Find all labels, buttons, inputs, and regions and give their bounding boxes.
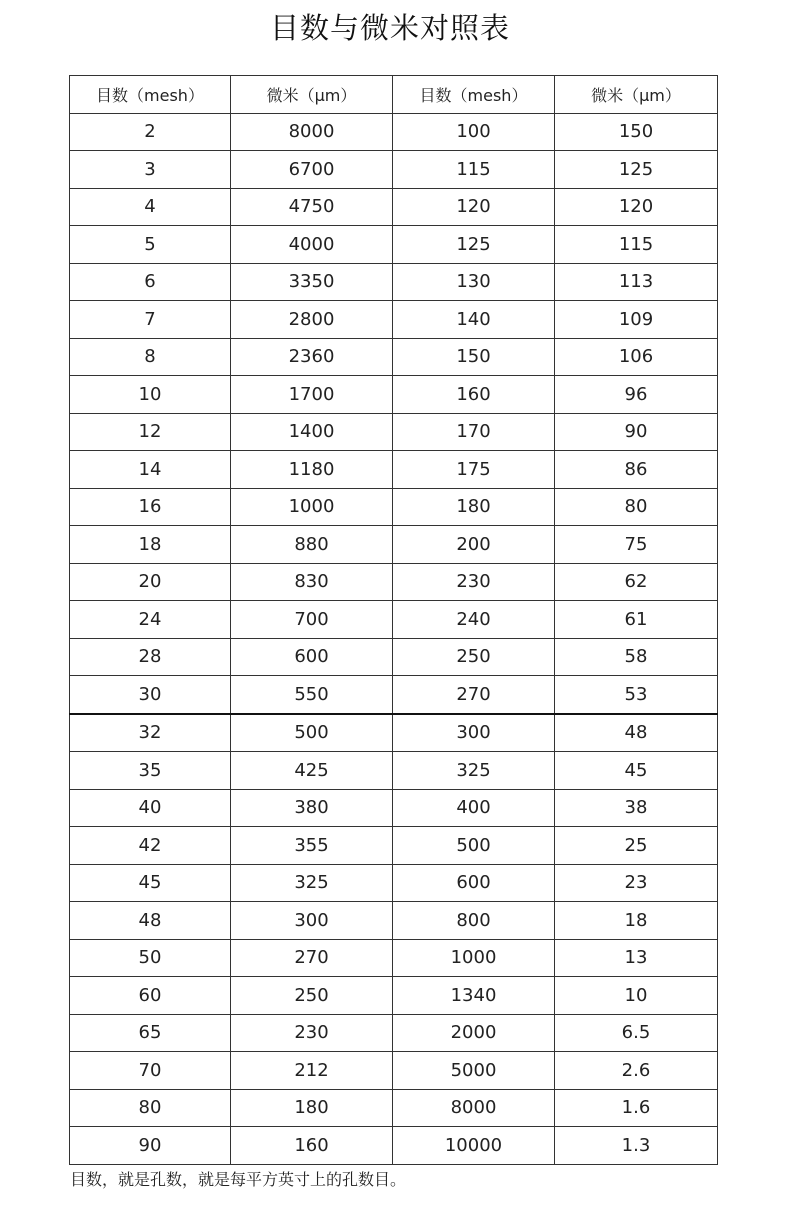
mesh-right-cell: 325 (393, 752, 555, 790)
footnote: 目数，就是孔数，就是每平方英寸上的孔数目。 (70, 1170, 407, 1189)
mesh-left-cell: 24 (70, 601, 231, 639)
micron-left-cell: 325 (231, 864, 393, 902)
mesh-left-cell: 45 (70, 864, 231, 902)
page-title: 目数与微米对照表 (269, 11, 510, 45)
mesh-left-cell: 14 (70, 451, 231, 489)
micron-right-cell: 53 (555, 676, 718, 714)
mesh-right-cell: 600 (393, 864, 555, 902)
table-row (70, 563, 718, 601)
mesh-right-cell: 125 (393, 226, 555, 264)
micron-right-cell: 1.6 (555, 1089, 718, 1127)
header-mesh-left: 目数（mesh） (70, 76, 231, 114)
mesh-right-cell: 130 (393, 263, 555, 301)
micron-right-cell: 25 (555, 827, 718, 865)
mesh-right-cell: 300 (393, 714, 555, 752)
mesh-micron-table (69, 75, 718, 1165)
micron-left-cell: 212 (231, 1052, 393, 1090)
mesh-left-cell: 4 (70, 188, 231, 226)
mesh-left-cell: 7 (70, 301, 231, 339)
table-row (70, 676, 718, 714)
micron-right-cell: 58 (555, 638, 718, 676)
table-header-row (70, 76, 718, 114)
mesh-right-cell: 800 (393, 902, 555, 940)
micron-left-cell: 1400 (231, 413, 393, 451)
table-row (70, 338, 718, 376)
micron-right-cell: 90 (555, 413, 718, 451)
table-row (70, 977, 718, 1015)
table-row (70, 1014, 718, 1052)
micron-left-cell: 355 (231, 827, 393, 865)
mesh-left-cell: 90 (70, 1127, 231, 1165)
mesh-right-cell: 250 (393, 638, 555, 676)
micron-right-cell: 150 (555, 113, 718, 151)
table-row (70, 1089, 718, 1127)
micron-left-cell: 880 (231, 526, 393, 564)
mesh-right-cell: 500 (393, 827, 555, 865)
micron-right-cell: 10 (555, 977, 718, 1015)
mesh-right-cell: 240 (393, 601, 555, 639)
table-row (70, 827, 718, 865)
micron-left-cell: 550 (231, 676, 393, 714)
micron-right-cell: 6.5 (555, 1014, 718, 1052)
header-mesh-right: 目数（mesh） (393, 76, 555, 114)
micron-right-cell: 62 (555, 563, 718, 601)
micron-right-cell: 113 (555, 263, 718, 301)
micron-left-cell: 6700 (231, 151, 393, 189)
header-micron-right: 微米（μm） (555, 76, 718, 114)
mesh-left-cell: 12 (70, 413, 231, 451)
micron-left-cell: 300 (231, 902, 393, 940)
table-row (70, 188, 718, 226)
mesh-right-cell: 120 (393, 188, 555, 226)
micron-right-cell: 2.6 (555, 1052, 718, 1090)
table-row (70, 601, 718, 639)
mesh-left-cell: 2 (70, 113, 231, 151)
mesh-left-cell: 65 (70, 1014, 231, 1052)
micron-right-cell: 1.3 (555, 1127, 718, 1165)
mesh-left-cell: 18 (70, 526, 231, 564)
mesh-right-cell: 400 (393, 789, 555, 827)
mesh-right-cell: 10000 (393, 1127, 555, 1165)
mesh-left-cell: 50 (70, 939, 231, 977)
mesh-right-cell: 5000 (393, 1052, 555, 1090)
micron-left-cell: 700 (231, 601, 393, 639)
table-row (70, 526, 718, 564)
mesh-left-cell: 30 (70, 676, 231, 714)
micron-left-cell: 380 (231, 789, 393, 827)
micron-left-cell: 160 (231, 1127, 393, 1165)
micron-right-cell: 106 (555, 338, 718, 376)
micron-left-cell: 3350 (231, 263, 393, 301)
micron-left-cell: 270 (231, 939, 393, 977)
micron-right-cell: 120 (555, 188, 718, 226)
table-row (70, 1052, 718, 1090)
micron-left-cell: 1000 (231, 488, 393, 526)
micron-right-cell: 109 (555, 301, 718, 339)
micron-right-cell: 38 (555, 789, 718, 827)
mesh-left-cell: 80 (70, 1089, 231, 1127)
mesh-right-cell: 270 (393, 676, 555, 714)
micron-left-cell: 180 (231, 1089, 393, 1127)
micron-right-cell: 18 (555, 902, 718, 940)
table-row (70, 864, 718, 902)
micron-left-cell: 2800 (231, 301, 393, 339)
table-row (70, 376, 718, 414)
micron-left-cell: 4000 (231, 226, 393, 264)
mesh-left-cell: 48 (70, 902, 231, 940)
mesh-left-cell: 60 (70, 977, 231, 1015)
mesh-right-cell: 115 (393, 151, 555, 189)
table-row (70, 113, 718, 151)
micron-right-cell: 96 (555, 376, 718, 414)
mesh-left-cell: 70 (70, 1052, 231, 1090)
mesh-left-cell: 42 (70, 827, 231, 865)
mesh-right-cell: 140 (393, 301, 555, 339)
table-row (70, 789, 718, 827)
table-row (70, 752, 718, 790)
micron-left-cell: 250 (231, 977, 393, 1015)
table-row (70, 638, 718, 676)
mesh-right-cell: 1340 (393, 977, 555, 1015)
micron-right-cell: 61 (555, 601, 718, 639)
micron-right-cell: 80 (555, 488, 718, 526)
mesh-left-cell: 10 (70, 376, 231, 414)
mesh-left-cell: 16 (70, 488, 231, 526)
table-row (70, 301, 718, 339)
mesh-right-cell: 100 (393, 113, 555, 151)
mesh-left-cell: 20 (70, 563, 231, 601)
mesh-right-cell: 170 (393, 413, 555, 451)
micron-right-cell: 13 (555, 939, 718, 977)
mesh-right-cell: 160 (393, 376, 555, 414)
table-body (70, 113, 718, 1164)
table-row (70, 451, 718, 489)
mesh-left-cell: 32 (70, 714, 231, 752)
table-row (70, 939, 718, 977)
micron-left-cell: 4750 (231, 188, 393, 226)
table-row (70, 1127, 718, 1165)
micron-left-cell: 500 (231, 714, 393, 752)
table-row (70, 263, 718, 301)
mesh-right-cell: 180 (393, 488, 555, 526)
mesh-left-cell: 5 (70, 226, 231, 264)
mesh-right-cell: 230 (393, 563, 555, 601)
micron-right-cell: 45 (555, 752, 718, 790)
micron-left-cell: 230 (231, 1014, 393, 1052)
micron-left-cell: 600 (231, 638, 393, 676)
micron-left-cell: 8000 (231, 113, 393, 151)
micron-right-cell: 48 (555, 714, 718, 752)
mesh-left-cell: 40 (70, 789, 231, 827)
micron-right-cell: 23 (555, 864, 718, 902)
micron-right-cell: 115 (555, 226, 718, 264)
micron-left-cell: 2360 (231, 338, 393, 376)
micron-right-cell: 125 (555, 151, 718, 189)
micron-left-cell: 1700 (231, 376, 393, 414)
mesh-right-cell: 175 (393, 451, 555, 489)
mesh-right-cell: 1000 (393, 939, 555, 977)
mesh-left-cell: 8 (70, 338, 231, 376)
micron-left-cell: 830 (231, 563, 393, 601)
table-row (70, 413, 718, 451)
mesh-left-cell: 3 (70, 151, 231, 189)
micron-left-cell: 425 (231, 752, 393, 790)
header-micron-left: 微米（μm） (231, 76, 393, 114)
table-row (70, 151, 718, 189)
micron-right-cell: 75 (555, 526, 718, 564)
mesh-right-cell: 150 (393, 338, 555, 376)
mesh-right-cell: 200 (393, 526, 555, 564)
table-row (70, 902, 718, 940)
mesh-left-cell: 28 (70, 638, 231, 676)
mesh-right-cell: 8000 (393, 1089, 555, 1127)
table-row (70, 714, 718, 752)
table-row (70, 226, 718, 264)
mesh-left-cell: 6 (70, 263, 231, 301)
micron-right-cell: 86 (555, 451, 718, 489)
micron-left-cell: 1180 (231, 451, 393, 489)
mesh-right-cell: 2000 (393, 1014, 555, 1052)
mesh-left-cell: 35 (70, 752, 231, 790)
table-row (70, 488, 718, 526)
